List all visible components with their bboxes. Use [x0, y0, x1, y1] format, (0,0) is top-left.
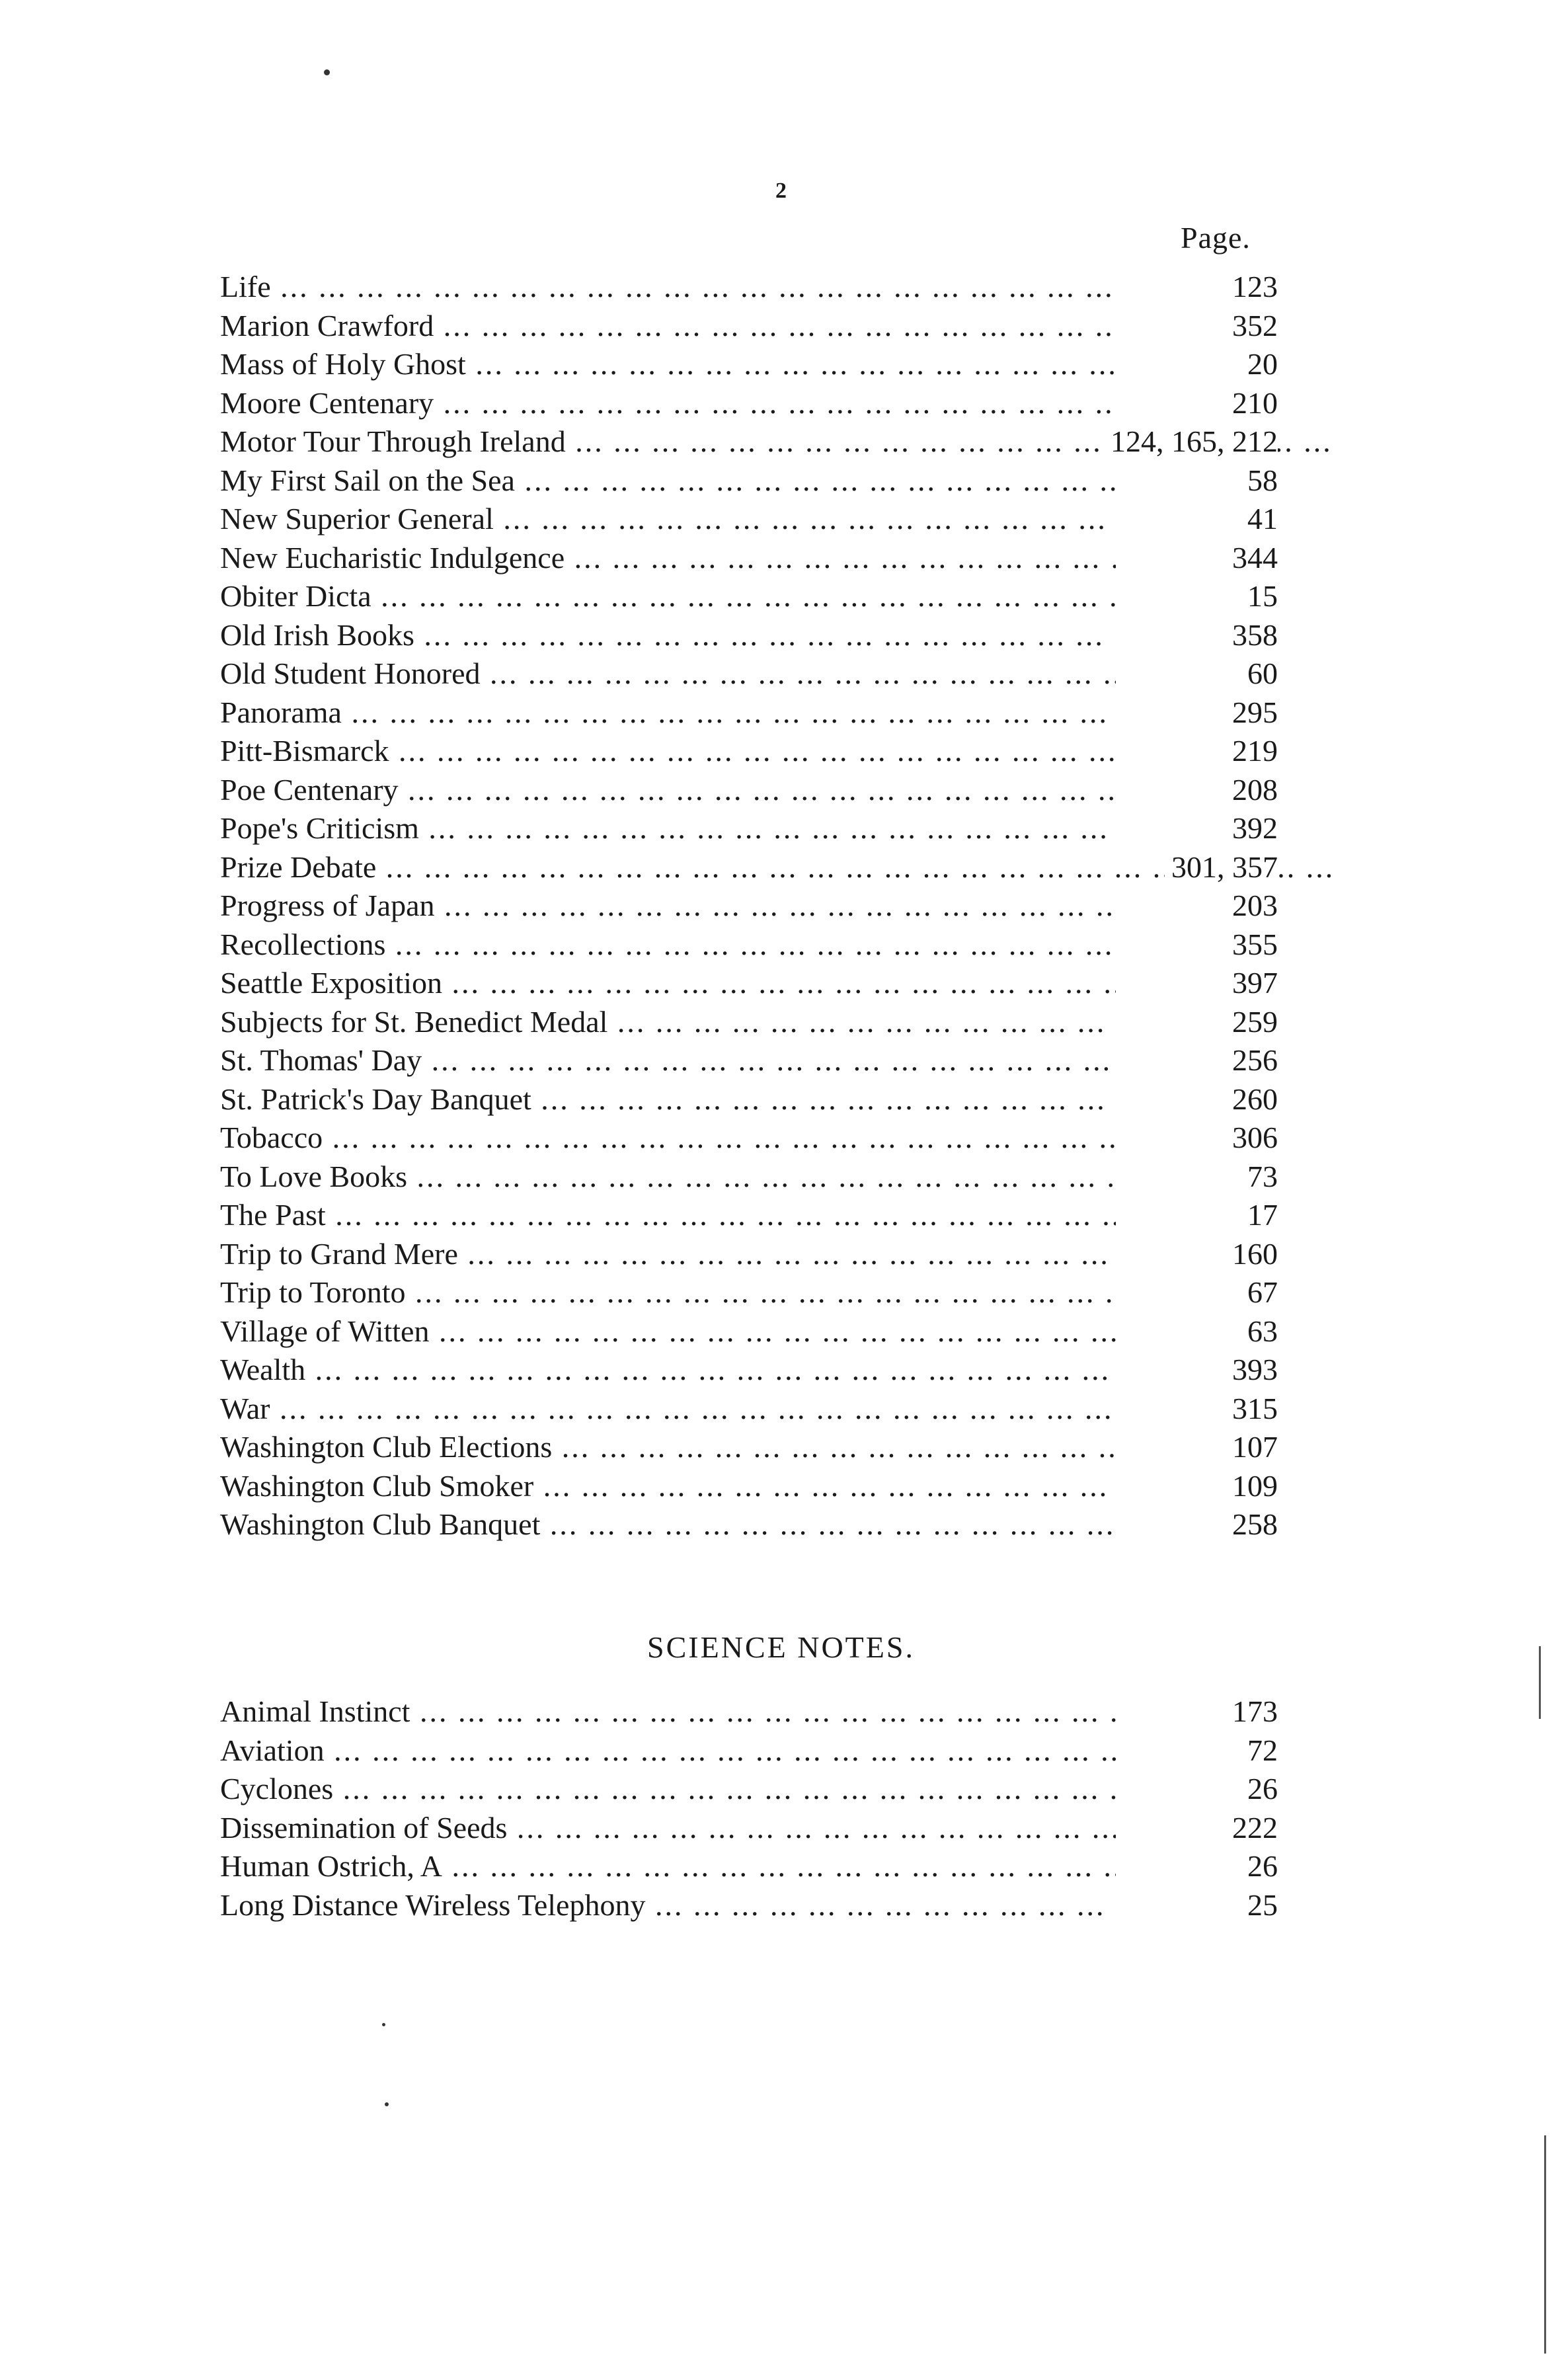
entry-title: War ... .	[220, 1390, 1116, 1429]
entry-title: Human Ostrich, A ... .	[220, 1847, 1116, 1886]
entry-title: Dissemination of Seeds ... .	[220, 1809, 1116, 1848]
contents-entry	[220, 732, 1278, 771]
contents-entry	[220, 1809, 1278, 1848]
contents-entry	[220, 268, 1278, 307]
contents-entry	[220, 461, 1278, 500]
contents-entry	[220, 1158, 1278, 1197]
entry-pages: 203	[1226, 887, 1278, 926]
entry-title: New Eucharistic Indulgence ... .	[220, 539, 1116, 578]
entry-pages: 58	[1241, 461, 1278, 500]
entry-title: Pope's Criticism ... .	[220, 809, 1116, 848]
entry-title: Prize Debate ... .	[220, 848, 1331, 887]
contents-entry	[220, 500, 1278, 539]
entry-title: Wealth ... .	[220, 1351, 1116, 1390]
entry-pages: 256	[1226, 1041, 1278, 1080]
entry-title: Seattle Exposition ... .	[220, 964, 1116, 1003]
scan-speck	[385, 2102, 389, 2106]
contents-entry	[220, 1731, 1278, 1770]
contents-entry	[220, 809, 1278, 848]
contents-entry	[220, 616, 1278, 655]
entry-title: New Superior General ... .	[220, 500, 1116, 539]
entry-pages: 26	[1241, 1770, 1278, 1809]
entry-pages: 208	[1226, 771, 1278, 810]
contents-entry	[220, 771, 1278, 810]
entry-pages: 258	[1226, 1505, 1278, 1544]
entry-title: Subjects for St. Benedict Medal ... .	[220, 1003, 1116, 1042]
entry-title: The Past ... .	[220, 1196, 1116, 1235]
page-number: 2	[775, 178, 787, 203]
contents-entry	[220, 964, 1278, 1003]
contents-entry	[220, 1770, 1278, 1809]
entry-pages: 260	[1226, 1080, 1278, 1119]
entry-pages: 72	[1241, 1731, 1278, 1770]
entry-title: To Love Books ... .	[220, 1158, 1116, 1197]
contents-entry	[220, 1119, 1278, 1158]
entry-title: Panorama ... .	[220, 694, 1116, 733]
contents-entry	[220, 848, 1278, 887]
contents-entry	[220, 1080, 1278, 1119]
contents-entry	[220, 1390, 1278, 1429]
entry-pages: 17	[1241, 1196, 1278, 1235]
entry-title: Washington Club Banquet ... .	[220, 1505, 1116, 1544]
entry-pages: 41	[1241, 500, 1278, 539]
entry-pages: 315	[1226, 1390, 1278, 1429]
contents-entry	[220, 1847, 1278, 1886]
contents-entry	[220, 1196, 1278, 1235]
contents-entry	[220, 1235, 1278, 1274]
entry-title: Trip to Toronto ... .	[220, 1273, 1116, 1312]
entry-pages: 219	[1226, 732, 1278, 771]
contents-entry	[220, 926, 1278, 965]
entry-pages: 306	[1226, 1119, 1278, 1158]
entry-title: Trip to Grand Mere ... .	[220, 1235, 1116, 1274]
contents-list	[220, 268, 1278, 1544]
entry-title: Motor Tour Through Ireland ... .	[220, 422, 1331, 461]
contents-entry	[220, 1886, 1278, 1925]
contents-entry	[220, 539, 1278, 578]
entry-title: Pitt-Bismarck ... .	[220, 732, 1116, 771]
entry-pages: 107	[1226, 1428, 1278, 1467]
contents-entry	[220, 1428, 1278, 1467]
contents-entry	[220, 1505, 1278, 1544]
entry-title: My First Sail on the Sea ... .	[220, 461, 1116, 500]
contents-entry	[220, 654, 1278, 694]
contents-entry	[220, 887, 1278, 926]
entry-pages: 73	[1241, 1158, 1278, 1197]
contents-entry	[220, 1467, 1278, 1506]
entry-pages: 355	[1226, 926, 1278, 965]
entry-pages: 222	[1226, 1809, 1278, 1848]
entry-title: Washington Club Elections ... .	[220, 1428, 1116, 1467]
contents-entry	[220, 422, 1278, 461]
entry-pages: 392	[1226, 809, 1278, 848]
contents-entry	[220, 577, 1278, 616]
entry-title: Marion Crawford ... .	[220, 307, 1116, 346]
entry-pages: 210	[1226, 384, 1278, 423]
entry-pages: 344	[1226, 539, 1278, 578]
entry-pages: 63	[1241, 1312, 1278, 1351]
contents-entry	[220, 345, 1278, 384]
entry-pages: 358	[1226, 616, 1278, 655]
scan-speck	[382, 2023, 385, 2026]
contents-entry	[220, 1273, 1278, 1312]
scan-speck	[324, 69, 330, 75]
entry-title: St. Thomas' Day ... .	[220, 1041, 1116, 1080]
entry-title: Progress of Japan ... .	[220, 887, 1116, 926]
entry-pages: 295	[1226, 694, 1278, 733]
contents-entry	[220, 1041, 1278, 1080]
entry-pages: 60	[1241, 654, 1278, 694]
entry-title: Washington Club Smoker ... .	[220, 1467, 1116, 1506]
entry-title: Obiter Dicta ... .	[220, 577, 1116, 616]
entry-pages: 352	[1226, 307, 1278, 346]
page-column-heading: Page.	[1181, 221, 1251, 255]
entry-title: Moore Centenary ... .	[220, 384, 1116, 423]
contents-entry	[220, 694, 1278, 733]
entry-title: Tobacco ... .	[220, 1119, 1116, 1158]
entry-title: Life ... .	[220, 268, 1116, 307]
contents-entry	[220, 307, 1278, 346]
contents-entry	[220, 1692, 1278, 1731]
science-notes-list	[220, 1692, 1278, 1924]
entry-pages: 173	[1226, 1692, 1278, 1731]
contents-entry	[220, 1351, 1278, 1390]
entry-title: St. Patrick's Day Banquet ... .	[220, 1080, 1116, 1119]
entry-pages: 397	[1226, 964, 1278, 1003]
contents-entry	[220, 384, 1278, 423]
entry-pages: 109	[1226, 1467, 1278, 1506]
scan-edge-mark	[1544, 2135, 1546, 2354]
entry-pages: 393	[1226, 1351, 1278, 1390]
entry-pages: 25	[1241, 1886, 1278, 1925]
entry-pages: 20	[1241, 345, 1278, 384]
entry-title: Village of Witten ... .	[220, 1312, 1116, 1351]
entry-pages: 123	[1226, 268, 1278, 307]
entry-title: Mass of Holy Ghost ... .	[220, 345, 1116, 384]
entry-title: Poe Centenary ... .	[220, 771, 1116, 810]
entry-pages: 124, 165, 212	[1104, 422, 1278, 461]
contents-entry	[220, 1003, 1278, 1042]
entry-title: Animal Instinct ... .	[220, 1692, 1116, 1731]
entry-title: Old Irish Books ... .	[220, 616, 1116, 655]
entry-pages: 160	[1226, 1235, 1278, 1274]
entry-title: Aviation ... .	[220, 1731, 1116, 1770]
entry-title: Old Student Honored ... .	[220, 654, 1116, 694]
contents-entry	[220, 1312, 1278, 1351]
entry-title: Long Distance Wireless Telephony ... .	[220, 1886, 1116, 1925]
entry-pages: 15	[1241, 577, 1278, 616]
science-notes-heading: SCIENCE NOTES.	[647, 1630, 915, 1664]
entry-title: Cyclones ... .	[220, 1770, 1116, 1809]
entry-pages: 26	[1241, 1847, 1278, 1886]
entry-pages: 259	[1226, 1003, 1278, 1042]
entry-title: Recollections ... .	[220, 926, 1116, 965]
entry-pages: 67	[1241, 1273, 1278, 1312]
entry-pages: 301, 357	[1165, 848, 1278, 887]
